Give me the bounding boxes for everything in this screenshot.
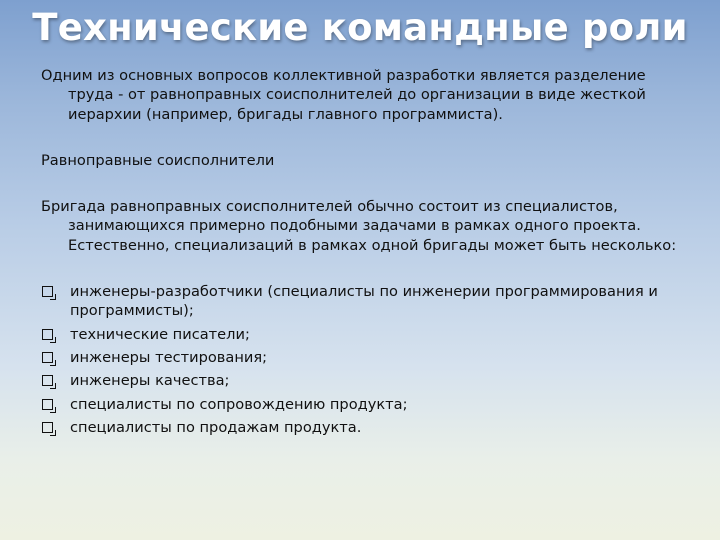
list-item [41,395,689,414]
slide-content [41,66,689,441]
list-item-text: технические писатели; [70,325,250,343]
spacer [41,170,689,197]
list-item-text: инженеры тестирования; [70,348,268,366]
checkbox-bullet-icon [42,375,53,386]
list-item [41,325,689,344]
roles-list [41,282,689,437]
spacer [41,124,689,151]
list-item [41,418,689,437]
list-item [41,348,689,367]
checkbox-bullet-icon [42,352,53,363]
list-item-text: специалисты по сопровождению продукта; [70,395,408,413]
checkbox-bullet-icon [42,329,53,340]
list-item-text: инженеры качества; [70,372,230,390]
slide-title: Технические командные роли [32,6,688,49]
list-item [41,282,689,321]
list-item [41,371,689,390]
body-paragraph: Бригада равноправных соисполнителей обычно состоит из специалистов, занимающихся примерно подобными задачами в рамках одного проекта. Естественно, специализаций в рамках одной бригады может быть несколько: [41,198,677,254]
checkbox-bullet-icon [42,286,53,297]
checkbox-bullet-icon [42,399,53,410]
list-item-text: инженеры-разработчики (специалисты по инженерии программирования и программисты); [70,283,658,320]
list-item-text: специалисты по продажам продукта. [70,418,362,436]
checkbox-bullet-icon [42,422,53,433]
intro-paragraph: Одним из основных вопросов коллективной разработки является разделение труда - от равноправных соисполнителей до организации в виде жесткой иерархии (например, бригады главного программиста). [41,67,646,123]
spacer [41,255,689,282]
section-subheading: Равноправные соисполнители [41,151,275,169]
